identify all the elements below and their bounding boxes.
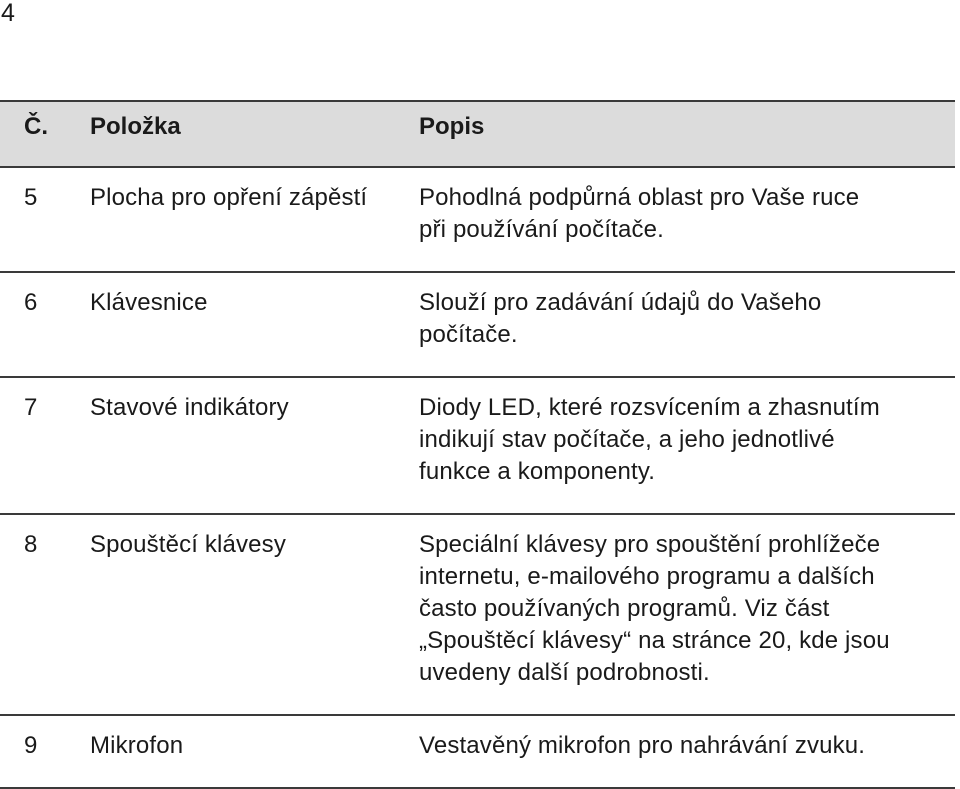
table-row — [0, 273, 955, 378]
row-description: Vestavěný mikrofon pro nahrávání zvuku. — [419, 732, 866, 759]
row-number: 6 — [24, 289, 38, 316]
table-row — [0, 515, 955, 716]
header-item: Položka — [90, 113, 181, 140]
row-number: 9 — [24, 732, 38, 759]
table-row — [0, 378, 955, 515]
component-table — [0, 100, 955, 789]
row-number: 7 — [24, 394, 38, 421]
row-number: 5 — [24, 184, 38, 211]
table-row — [0, 168, 955, 273]
row-item: Plocha pro opření zápěstí — [90, 184, 368, 211]
row-description: Slouží pro zadávání údajů do Vašeho počítače. — [419, 289, 822, 348]
header-description: Popis — [419, 113, 485, 140]
row-item: Spouštěcí klávesy — [90, 531, 286, 558]
page-number: 4 — [1, 0, 15, 27]
row-description: Diody LED, které rozsvícením a zhasnutím indikují stav počítače, a jeho jednotlivé funkce a komponenty. — [419, 394, 880, 485]
row-item: Mikrofon — [90, 732, 184, 759]
row-description: Speciální klávesy pro spouštění prohlížeče internetu, e-mailového programu a dalších často používaných programů. Viz část „Spouštěcí klávesy“ na stránce 20, kde jsou uvedeny další podrobnosti. — [419, 531, 890, 686]
table-header-row — [0, 100, 955, 168]
table-row — [0, 716, 955, 789]
row-description: Pohodlná podpůrná oblast pro Vaše ruce při používání počítače. — [419, 184, 860, 243]
row-item: Stavové indikátory — [90, 394, 289, 421]
header-number: Č. — [24, 113, 48, 140]
row-item: Klávesnice — [90, 289, 208, 316]
row-number: 8 — [24, 531, 38, 558]
